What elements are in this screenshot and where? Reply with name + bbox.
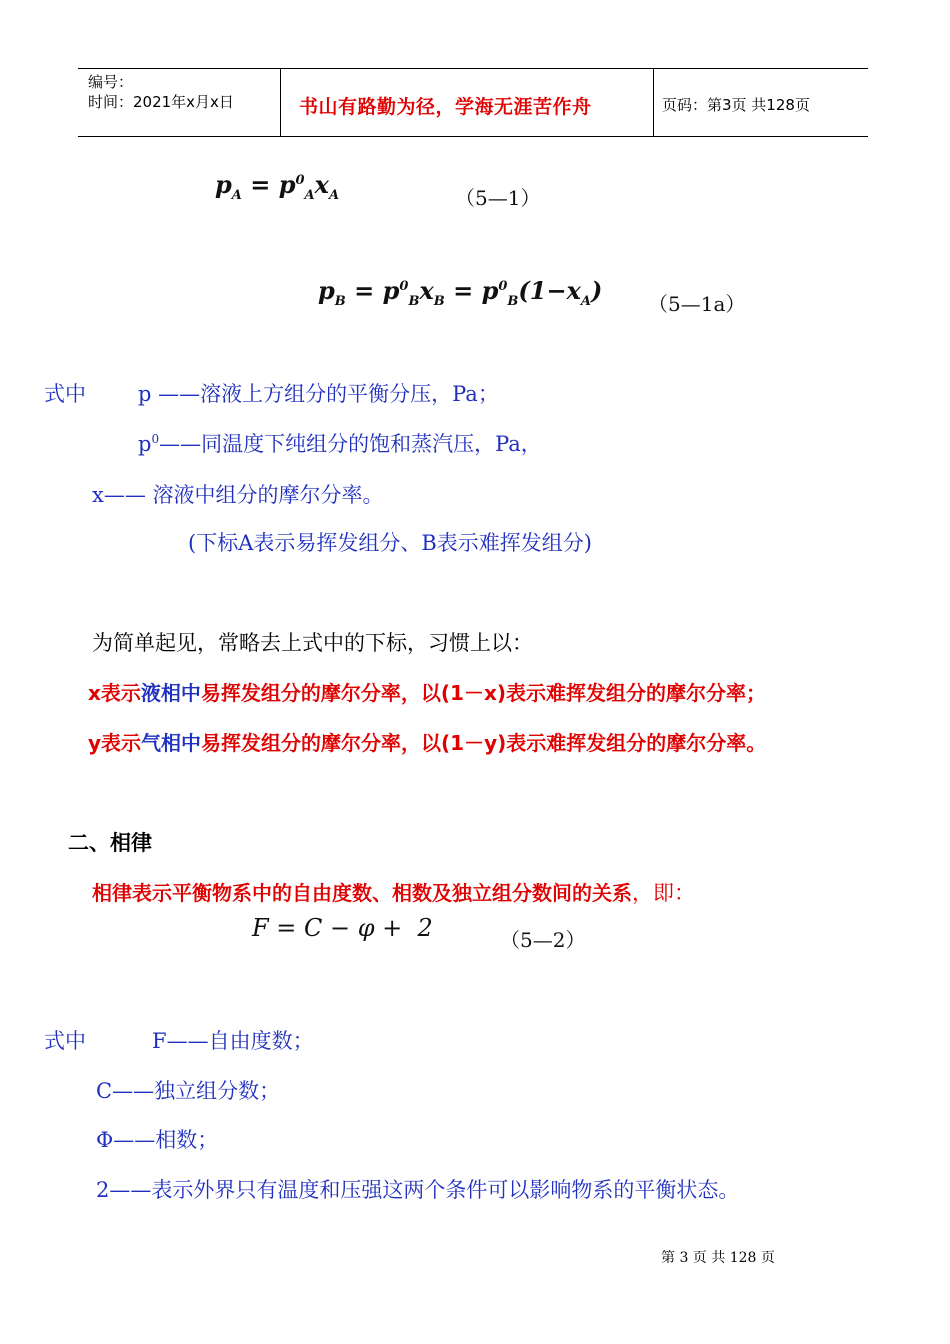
symbols2-intro: 式中 (44, 1029, 86, 1053)
header-time: 时间：2021年x月x日 (88, 93, 234, 111)
page-header (78, 68, 868, 137)
symbol-p-definition: p ——溶液上方组分的平衡分压，Pa； (138, 382, 499, 406)
convention-x-line: x表示液相中易挥发组分的摩尔分率，以(1－x)表示难挥发组分的摩尔分率； (88, 681, 767, 705)
subscript-note: (下标A表示易挥发组分、B表示难挥发组分) (188, 531, 592, 555)
symbols-intro: 式中 (44, 382, 86, 406)
symbol-p0-definition: $p^0——$同温度下纯组分的饱和蒸汽压，Pa， (138, 432, 542, 456)
equation-5-2: F = C − φ + 2 (252, 914, 433, 942)
equation-5-1a-number: （5—1a） (648, 292, 746, 316)
section-heading-phase-rule: 二、相律 (68, 831, 152, 855)
header-motto: 书山有路勤为径，学海无涯苦作舟 (299, 96, 592, 118)
phase-rule-description: 相律表示平衡物系中的自由度数、相数及独立组分数间的关系，即： (92, 881, 695, 905)
convention-y-line: y表示气相中易挥发组分的摩尔分率，以(1－y)表示难挥发组分的摩尔分率。 (88, 731, 767, 755)
convention-intro: 为简单起见，常略去上式中的下标，习惯上以： (92, 631, 533, 655)
equation-5-1: $p_A = p^0_Ax_A$ (215, 170, 340, 203)
header-number: 编号： (88, 73, 134, 91)
symbol-two-definition: 2——表示外界只有温度和压强这两个条件可以影响物系的平衡状态。 (96, 1178, 740, 1202)
symbol-phi-definition: Φ——相数； (96, 1128, 219, 1152)
equation-5-1-number: （5—1） (455, 186, 541, 210)
symbol-x-definition: x—— 溶液中组分的摩尔分率。 (92, 483, 384, 507)
header-motto-cell (280, 69, 654, 136)
header-page-info: 页码：第3页 共128页 (662, 96, 810, 114)
equation-5-2-number: （5—2） (500, 928, 586, 952)
equation-5-1a: $p_B = p^0_Bx_B = p^0_B(1-x_A)$ (318, 276, 603, 309)
page-footer: 第 3 页 共 128 页 (661, 1250, 775, 1266)
symbol-f-definition: F——自由度数； (152, 1029, 314, 1053)
symbol-c-definition: C——独立组分数； (96, 1079, 281, 1103)
